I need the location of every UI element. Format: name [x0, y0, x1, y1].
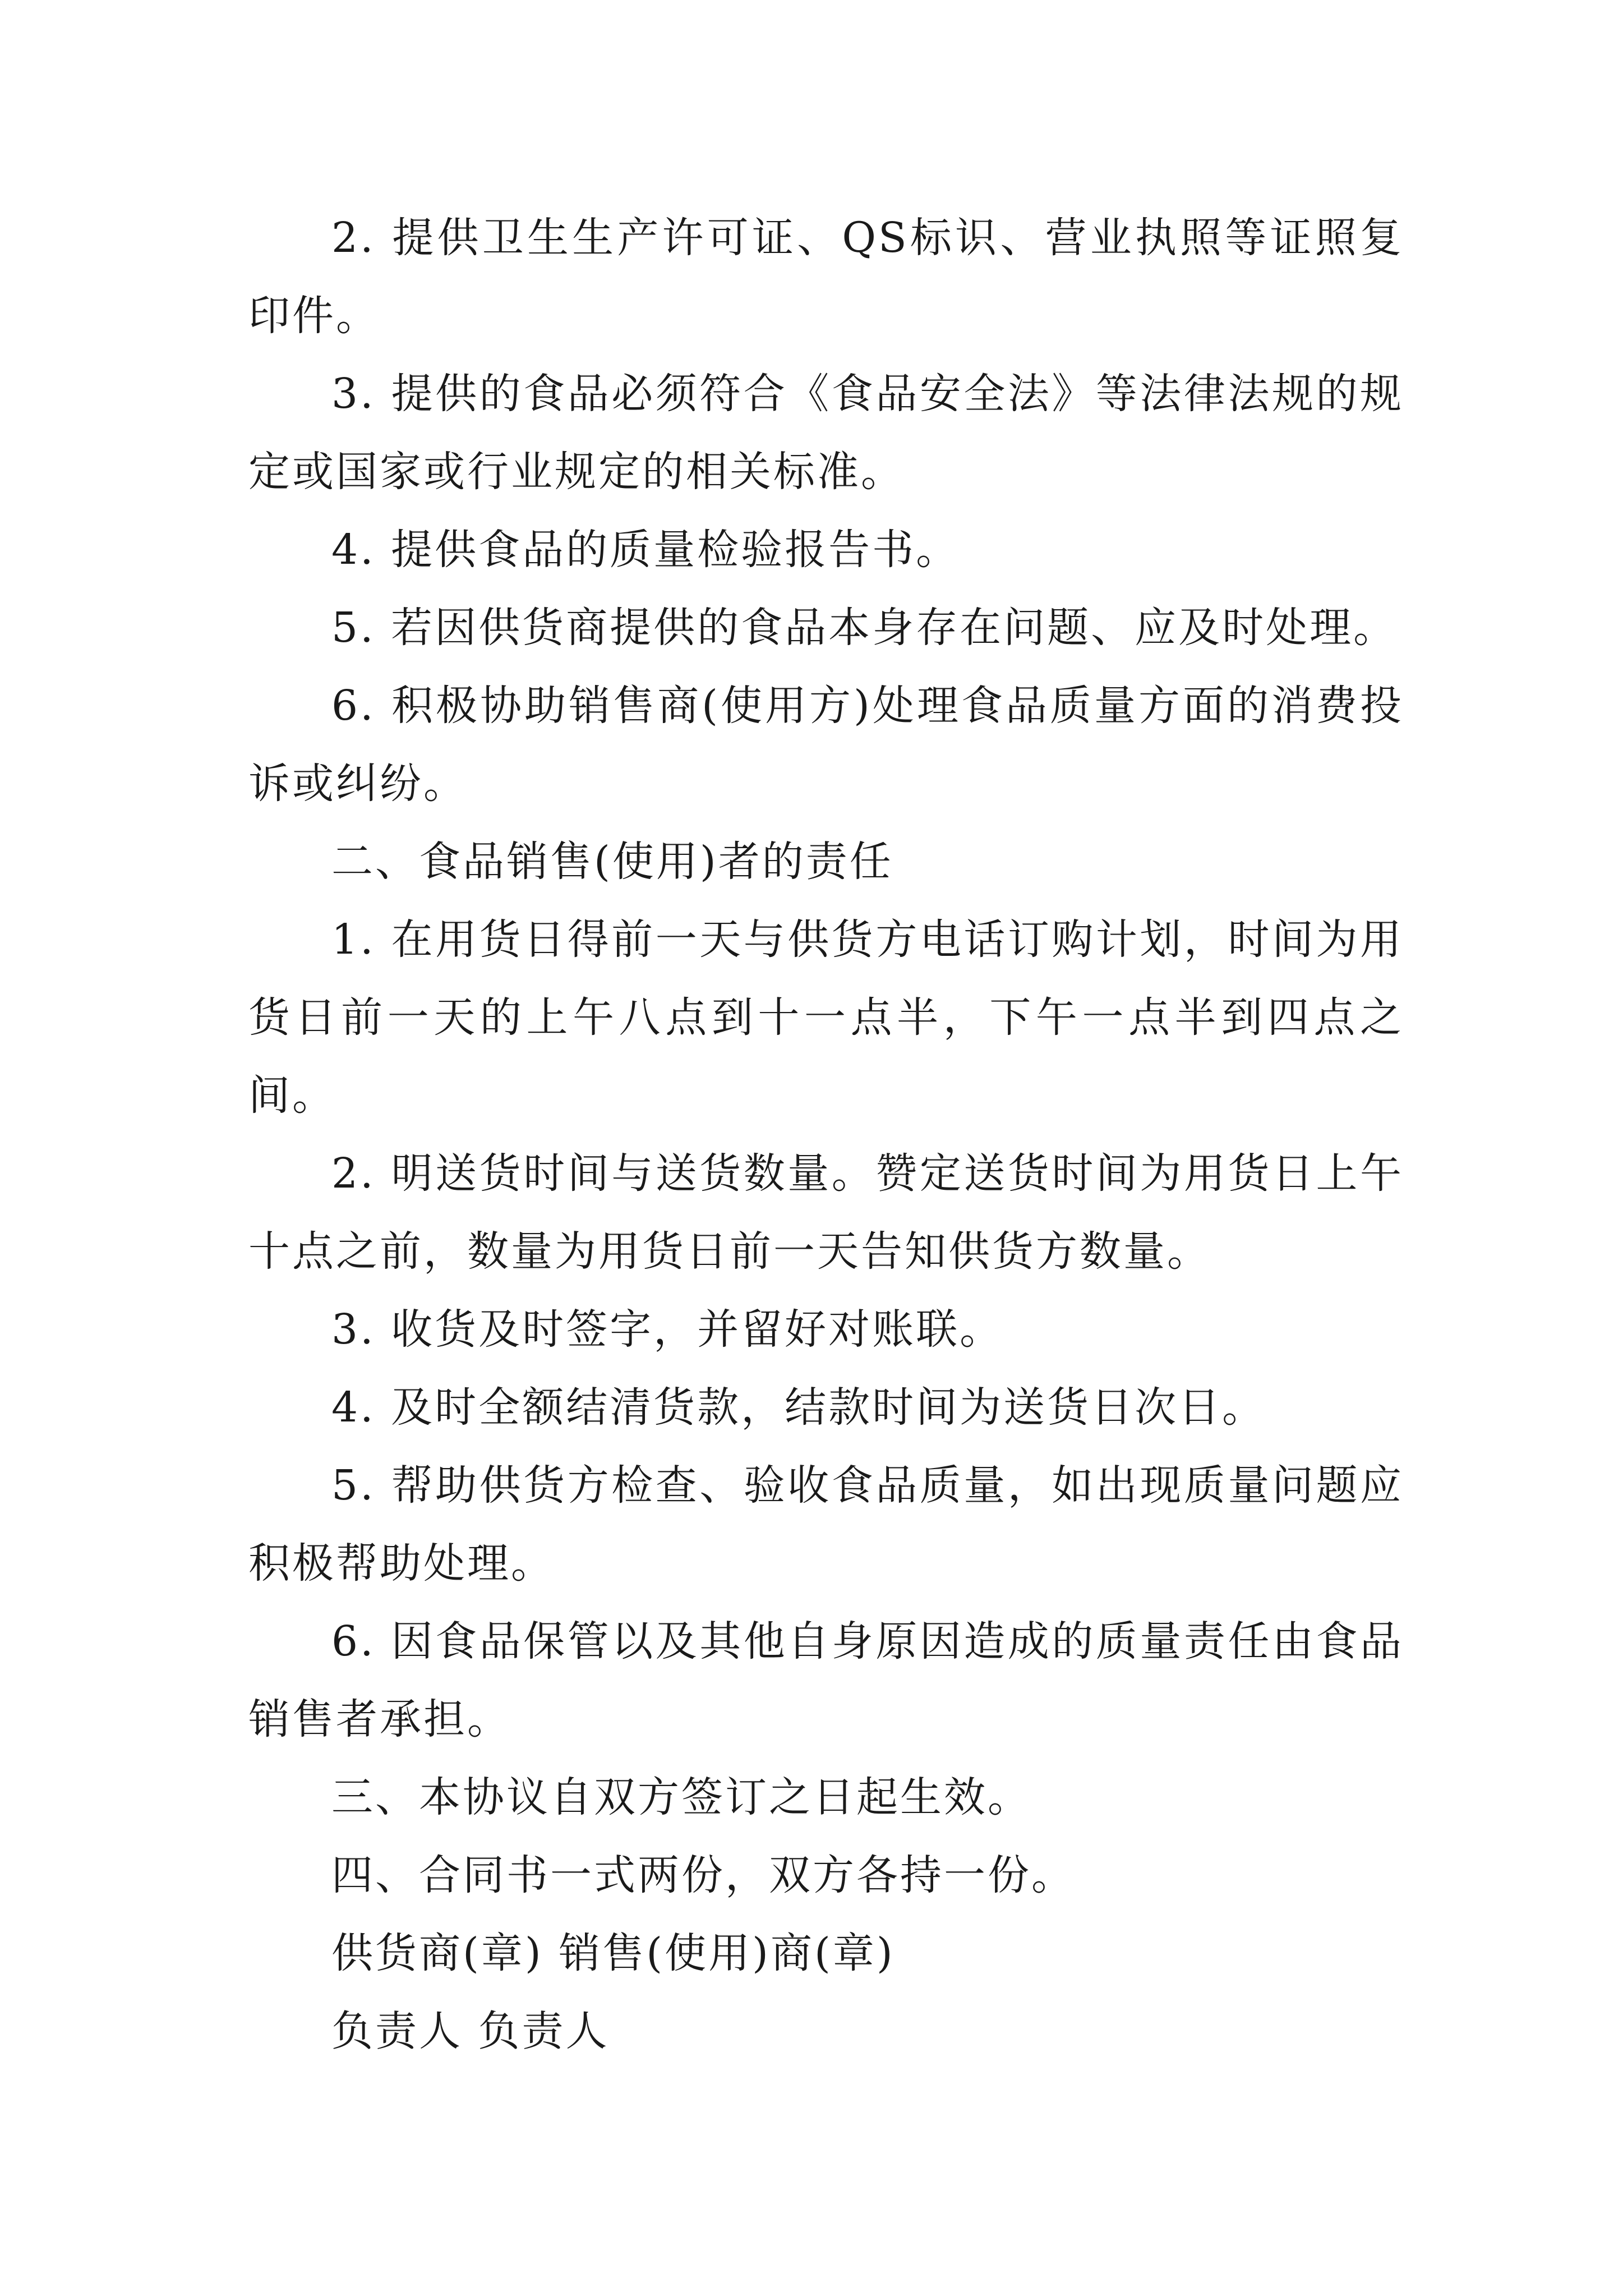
clause-seller-2: 2. 明送货时间与送货数量。赞定送货时间为用货日上午十点之前，数量为用货日前一天告知供货方数量。 [248, 1149, 1404, 1276]
clause-supplier-6: 6. 积极协助销售商(使用方)处理食品质量方面的消费投诉或纠纷。 [248, 682, 1404, 808]
clause-supplier-3: 3. 提供的食品必须符合《食品安全法》等法律法规的规定或国家或行业规定的相关标准。 [248, 370, 1404, 496]
clause-seller-6: 6. 因食品保管以及其他自身原因造成的质量责任由食品销售者承担。 [248, 1617, 1404, 1743]
clause-supplier-2: 2. 提供卫生生产许可证、QS标识、营业执照等证照复印件。 [248, 214, 1404, 340]
signature-seal-line: 供货商(章) 销售(使用)商(章) [331, 1929, 895, 1977]
clause-seller-3: 3. 收货及时签字，并留好对账联。 [331, 1305, 1004, 1354]
section-copies: 四、合同书一式两份，双方各持一份。 [331, 1851, 1075, 1899]
clause-seller-4: 4. 及时全额结清货款，结款时间为送货日次日。 [331, 1383, 1266, 1432]
section-heading-seller-responsibility: 二、食品销售(使用)者的责任 [331, 838, 893, 886]
document-body [248, 199, 1404, 2070]
section-effective-date: 三、本协议自双方签订之日起生效。 [331, 1773, 1031, 1821]
signature-responsible-person-line: 负责人 负责人 [331, 2007, 610, 2055]
clause-supplier-4: 4. 提供食品的质量检验报告书。 [331, 526, 960, 574]
clause-seller-1: 1. 在用货日得前一天与供货方电话订购计划，时间为用货日前一天的上午八点到十一点半，下午一点半到四点之间。 [248, 915, 1404, 1120]
clause-supplier-5: 5. 若因供货商提供的食品本身存在问题、应及时处理。 [331, 604, 1398, 652]
clause-seller-5: 5. 帮助供货方检查、验收食品质量，如出现质量问题应积极帮助处理。 [248, 1461, 1404, 1588]
